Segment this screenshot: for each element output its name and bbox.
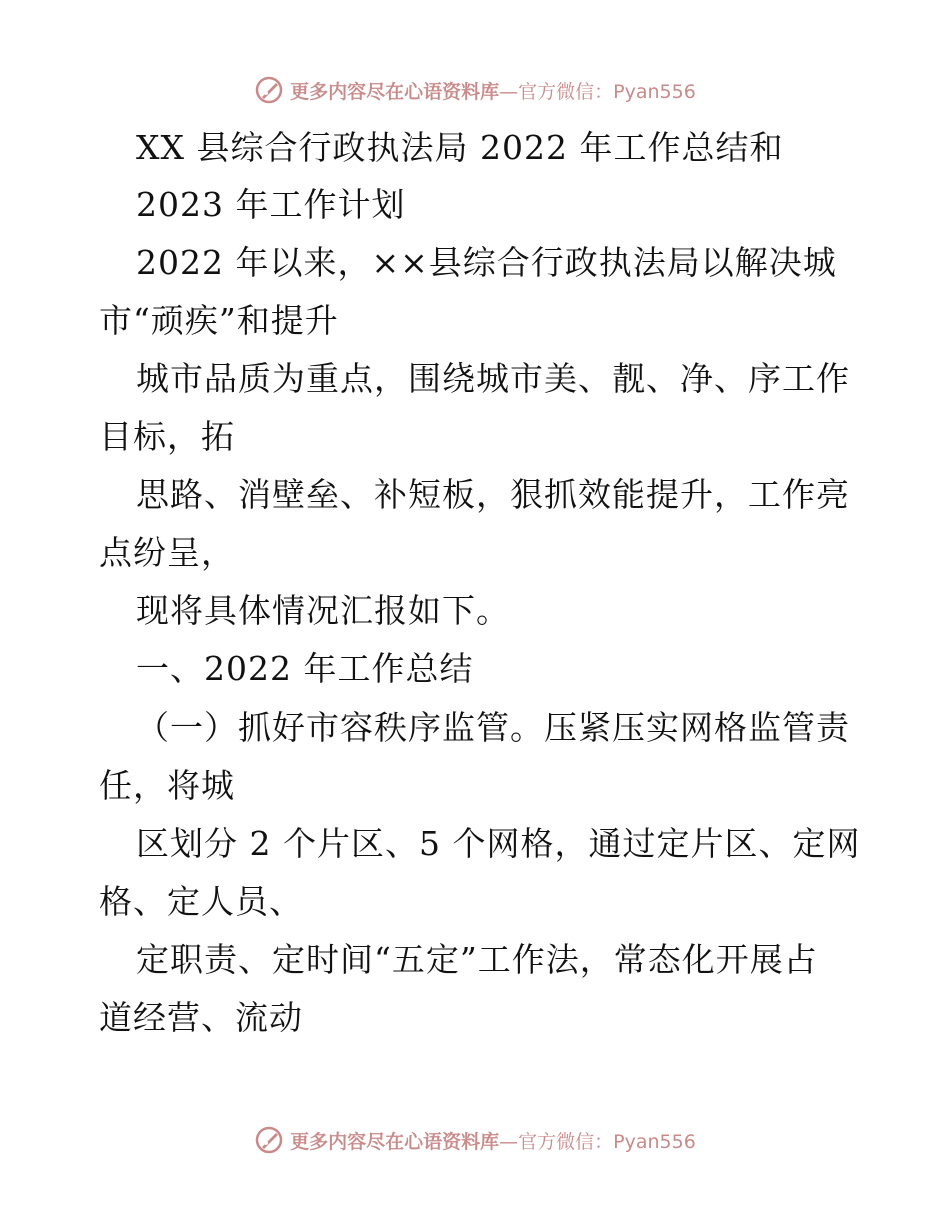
doc-line-6: 目标，拓: [99, 417, 235, 456]
doc-line-13: 区划分 2 个片区、5 个网格，通过定片区、定网: [136, 824, 861, 863]
watermark-sub-text: —官方微信：Pyan556: [499, 80, 696, 103]
doc-line-2: 2023 年工作计划: [136, 185, 406, 224]
doc-line-5: 城市品质为重点，围绕城市美、靓、净、序工作: [136, 359, 850, 398]
doc-line-14: 格、定人员、: [99, 882, 303, 921]
doc-line-11: （一）抓好市容秩序监管。压紧压实网格监管责: [136, 708, 850, 747]
doc-line-16: 道经营、流动: [99, 998, 303, 1037]
doc-line-7: 思路、消壁垒、补短板，狠抓效能提升，工作亮: [136, 475, 850, 514]
doc-line-4: 市“顽疾”和提升: [99, 301, 339, 340]
watermark-main-text: 更多内容尽在心语资料库: [290, 80, 500, 103]
footer-watermark: [0, 1120, 950, 1160]
quill-logo-icon: [254, 75, 284, 105]
quill-logo-icon: [254, 1125, 284, 1155]
header-watermark: [0, 70, 950, 110]
doc-line-12: 任，将城: [99, 766, 235, 805]
doc-line-1: XX 县综合行政执法局 2022 年工作总结和: [136, 128, 784, 167]
doc-line-3: 2022 年以来，××县综合行政执法局以解决城: [136, 243, 837, 282]
watermark-sub-text: —官方微信：Pyan556: [499, 1130, 696, 1153]
doc-line-15: 定职责、定时间“五定”工作法，常态化开展占: [136, 940, 818, 979]
watermark-main-text: 更多内容尽在心语资料库: [290, 1130, 500, 1153]
doc-line-10: 一、2022 年工作总结: [136, 649, 474, 688]
doc-line-8: 点纷呈，: [99, 533, 235, 572]
doc-line-9: 现将具体情况汇报如下。: [136, 591, 510, 630]
